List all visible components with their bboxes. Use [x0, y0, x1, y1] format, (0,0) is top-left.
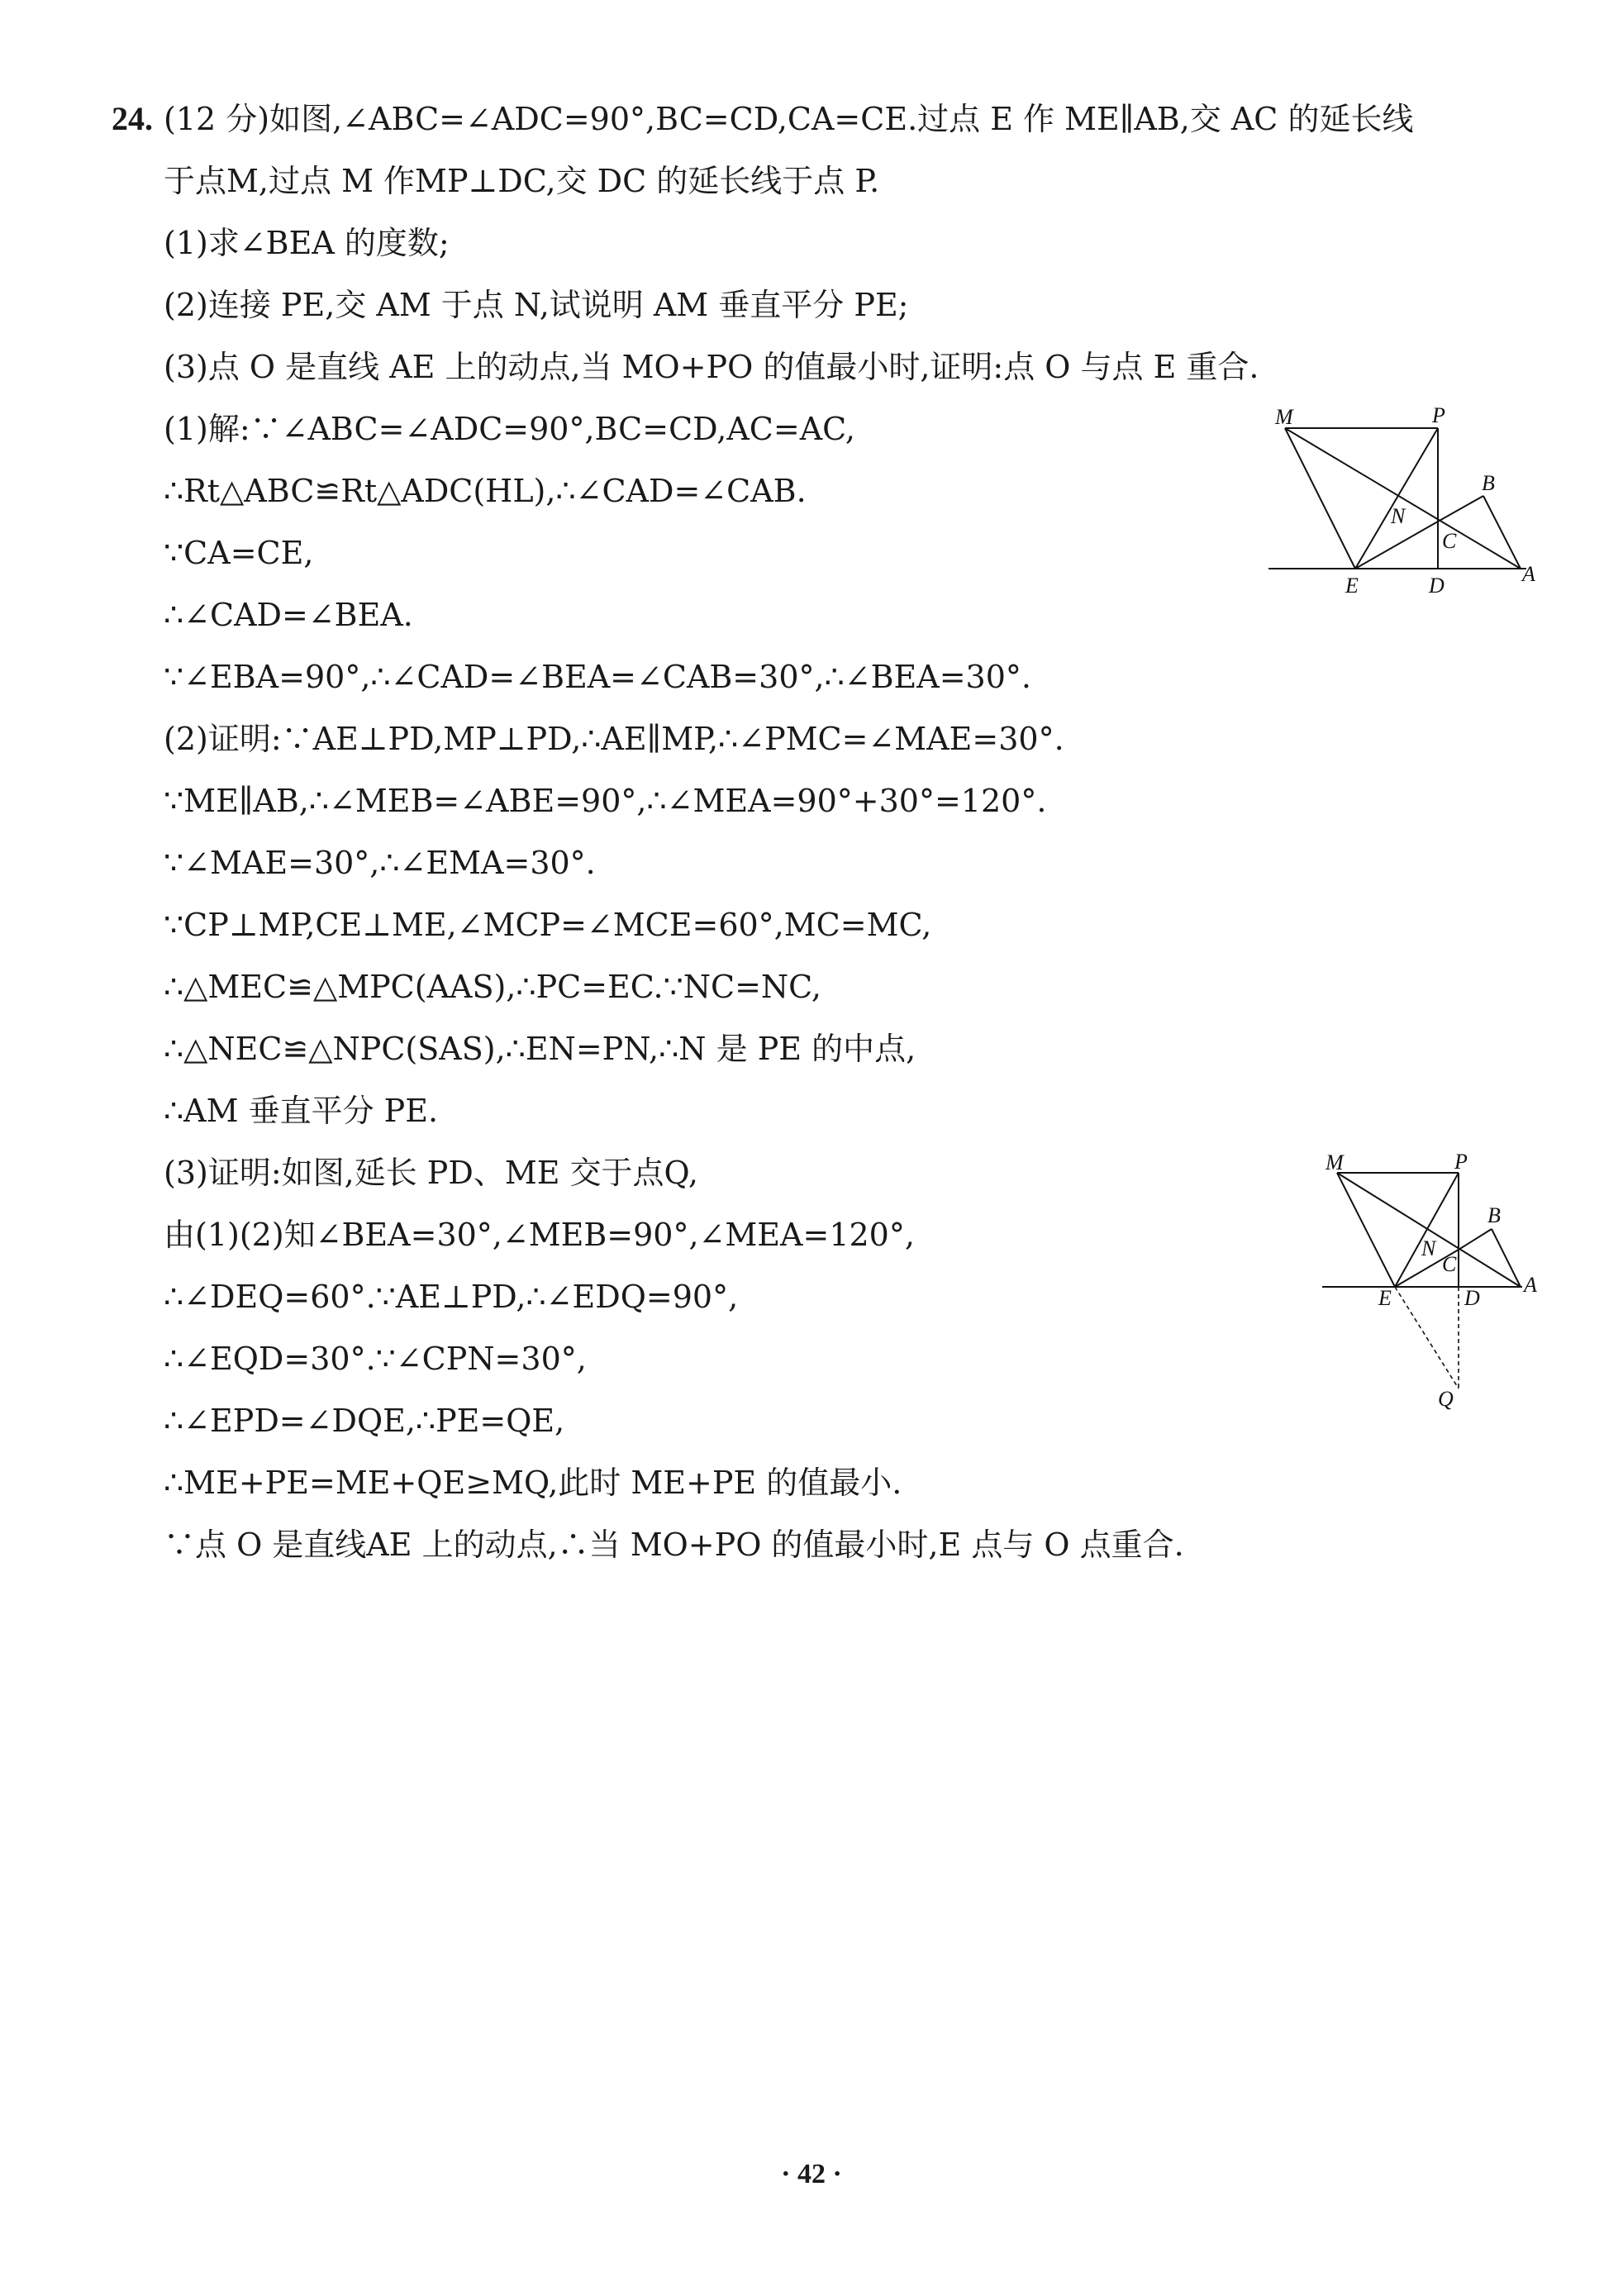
solution-line: ∴∠CAD=∠BEA. [164, 597, 413, 633]
fig1-label-m: M [1275, 405, 1293, 429]
solution-line: 由(1)(2)知∠BEA=30°,∠MEB=90°,∠MEA=120°, [164, 1217, 915, 1253]
fig1-label-n: N [1391, 504, 1406, 528]
fig2-label-e: E [1378, 1286, 1392, 1310]
solution-line: ∵ME∥AB,∴∠MEB=∠ABE=90°,∴∠MEA=90°+30°=120°. [164, 783, 1047, 819]
solution-line: ∵∠EBA=90°,∴∠CAD=∠BEA=∠CAB=30°,∴∠BEA=30°. [164, 659, 1031, 695]
question-line: (1)求∠BEA 的度数; [164, 225, 450, 261]
solution-line: ∴∠DEQ=60°.∵AE⊥PD,∴∠EDQ=90°, [164, 1279, 739, 1315]
fig1-label-e: E [1345, 574, 1359, 598]
fig1-label-b: B [1482, 471, 1495, 495]
solution-line: ∴∠EQD=30°.∵∠CPN=30°, [164, 1341, 587, 1377]
fig2-label-q: Q [1438, 1387, 1454, 1411]
fig2-label-c: C [1442, 1252, 1457, 1276]
fig2-label-n: N [1421, 1236, 1436, 1260]
question-number: 24. [112, 100, 153, 137]
fig2-label-d: D [1464, 1286, 1480, 1310]
fig2-label-m: M [1326, 1150, 1344, 1174]
question-line: (12 分)如图,∠ABC=∠ADC=90°,BC=CD,CA=CE.过点 E 作 ME∥AB,交 AC 的延长线 [164, 101, 1414, 137]
fig2-label-a: A [1524, 1273, 1537, 1297]
solution-line: ∴∠EPD=∠DQE,∴PE=QE, [164, 1403, 565, 1439]
geometry-figure-1 [1268, 401, 1541, 603]
fig2-label-b: B [1487, 1203, 1501, 1227]
fig1-label-c: C [1442, 529, 1457, 553]
solution-line: ∵CA=CE, [164, 535, 314, 571]
solution-line: ∵点 O 是直线AE 上的动点,∴当 MO+PO 的值最小时,E 点与 O 点重合. [164, 1527, 1184, 1563]
page-number: · 42 · [781, 2159, 842, 2189]
fig1-label-d: D [1429, 574, 1445, 598]
solution-line: ∴ME+PE=ME+QE≥MQ,此时 ME+PE 的值最小. [164, 1465, 902, 1501]
solution-line: (3)证明:如图,延长 PD、ME 交于点Q, [164, 1155, 698, 1191]
fig1-label-a: A [1522, 562, 1535, 586]
question-line: 于点M,过点 M 作MP⊥DC,交 DC 的延长线于点 P. [164, 163, 880, 199]
solution-line: ∴△NEC≌△NPC(SAS),∴EN=PN,∴N 是 PE 的中点, [164, 1031, 916, 1067]
question-line: (3)点 O 是直线 AE 上的动点,当 MO+PO 的值最小时,证明:点 O 与点 E 重合. [164, 349, 1259, 385]
geometry-figure-2 [1322, 1150, 1562, 1429]
solution-line: ∵CP⊥MP,CE⊥ME,∠MCP=∠MCE=60°,MC=MC, [164, 907, 932, 943]
solution-line: ∵∠MAE=30°,∴∠EMA=30°. [164, 845, 596, 881]
solution-line: ∴Rt△ABC≌Rt△ADC(HL),∴∠CAD=∠CAB. [164, 473, 807, 509]
solution-line: ∴△MEC≌△MPC(AAS),∴PC=EC.∵NC=NC, [164, 969, 821, 1005]
fig1-label-p: P [1432, 403, 1445, 427]
fig2-label-p: P [1454, 1150, 1468, 1174]
solution-line: (2)证明:∵AE⊥PD,MP⊥PD,∴AE∥MP,∴∠PMC=∠MAE=30°. [164, 721, 1064, 757]
solution-line: ∴AM 垂直平分 PE. [164, 1093, 439, 1129]
solution-line: (1)解:∵∠ABC=∠ADC=90°,BC=CD,AC=AC, [164, 411, 855, 447]
question-line: (2)连接 PE,交 AM 于点 N,试说明 AM 垂直平分 PE; [164, 287, 909, 323]
